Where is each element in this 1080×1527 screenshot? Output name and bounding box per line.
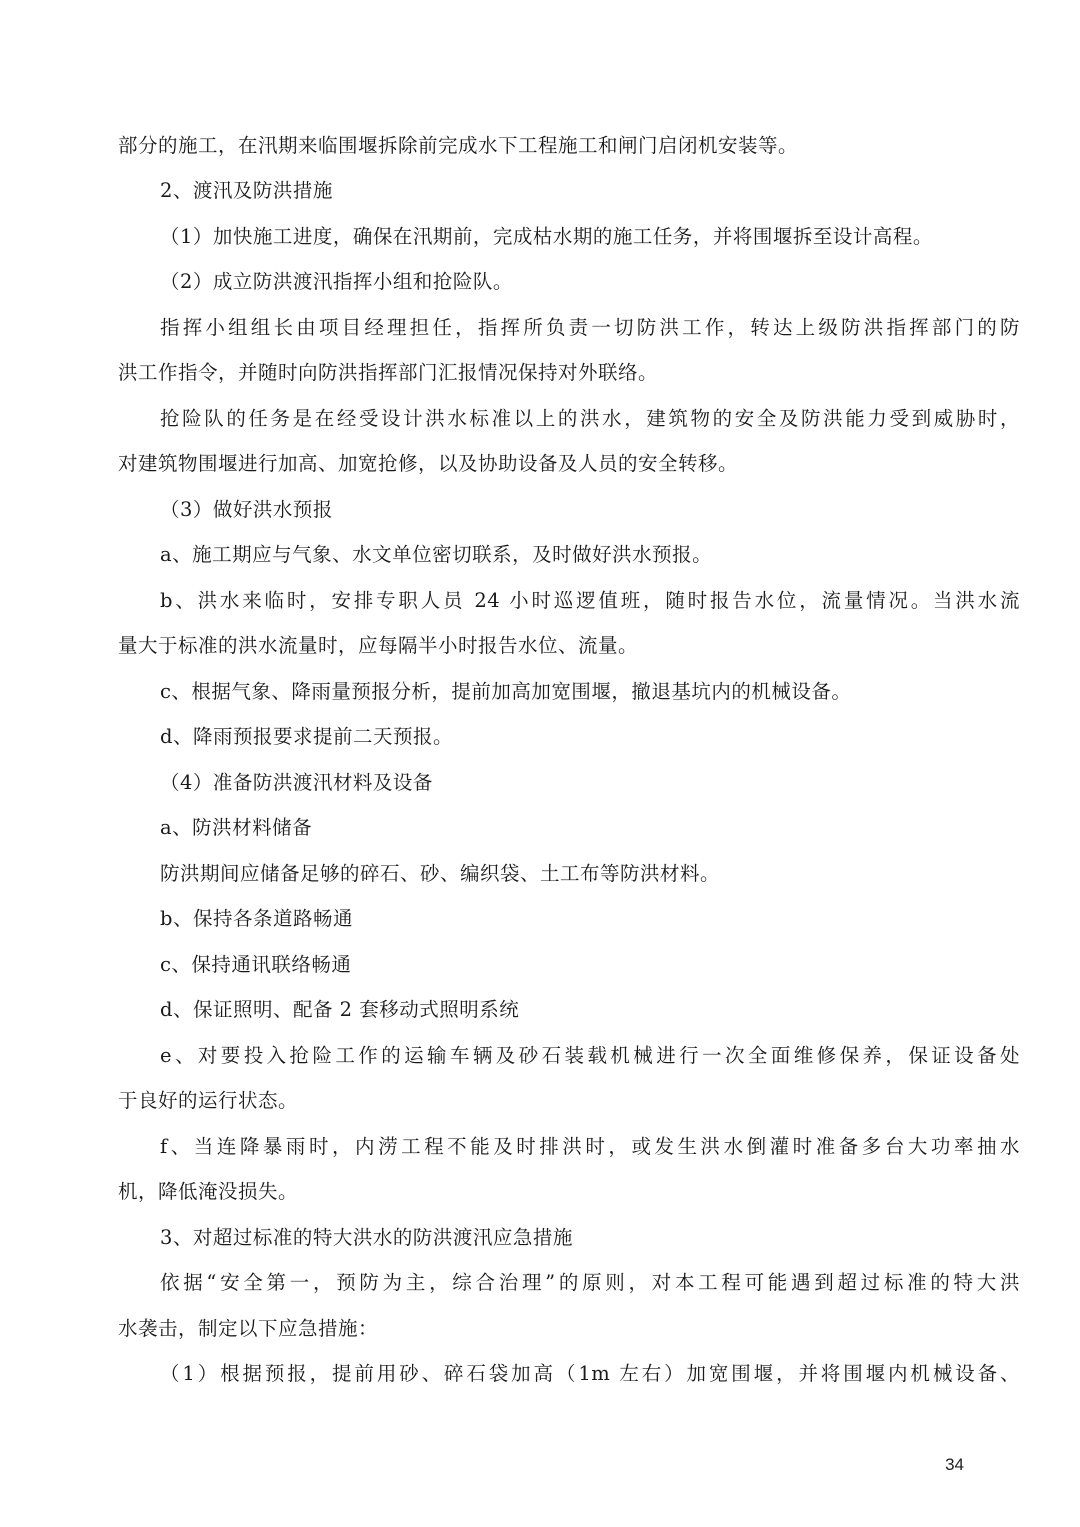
- page-number: 34: [945, 1455, 964, 1474]
- text-line: 部分的施工，在汛期来临围堰拆除前完成水下工程施工和闸门启闭机安装等。: [118, 134, 799, 157]
- section-heading: 2、渡汛及防洪措施: [160, 179, 333, 202]
- section-heading: 3、对超过标准的特大洪水的防洪渡汛应急措施: [160, 1226, 573, 1249]
- subsection-heading: （2）成立防洪渡汛指挥小组和抢险队。: [160, 270, 513, 293]
- text-line: a、施工期应与气象、水文单位密切联系，及时做好洪水预报。: [160, 543, 713, 566]
- text-line: d、保证照明、配备 2 套移动式照明系统: [160, 998, 520, 1021]
- text-line: 水袭击，制定以下应急措施：: [118, 1317, 379, 1340]
- text-line: （1）加快施工进度，确保在汛期前，完成枯水期的施工任务，并将围堰拆至设计高程。: [160, 225, 933, 248]
- text-line: 依据“安全第一，预防为主，综合治理”的原则，对本工程可能遇到超过标准的特大洪: [160, 1271, 1020, 1294]
- text-line: 对建筑物围堰进行加高、加宽抢修，以及协助设备及人员的安全转移。: [118, 452, 739, 475]
- text-line: 抢险队的任务是在经受设计洪水标准以上的洪水，建筑物的安全及防洪能力受到威胁时，: [160, 407, 1020, 430]
- text-line: d、降雨预报要求提前二天预报。: [160, 725, 453, 748]
- text-line: a、防洪材料储备: [160, 816, 313, 839]
- text-line: c、保持通讯联络畅通: [160, 953, 352, 976]
- text-line: 于良好的运行状态。: [118, 1089, 299, 1112]
- text-line: 指挥小组组长由项目经理担任，指挥所负责一切防洪工作，转达上级防洪指挥部门的防: [160, 316, 1020, 339]
- text-line: b、洪水来临时，安排专职人员 24 小时巡逻值班，随时报告水位，流量情况。当洪水流: [160, 589, 1020, 612]
- text-line: c、根据气象、降雨量预报分析，提前加高加宽围堰，撤退基坑内的机械设备。: [160, 680, 852, 703]
- text-line: b、保持各条道路畅通: [160, 907, 353, 930]
- text-line: 量大于标准的洪水流量时，应每隔半小时报告水位、流量。: [118, 634, 639, 657]
- text-line: 机，降低淹没损失。: [118, 1180, 299, 1203]
- text-line: （1）根据预报，提前用砂、碎石袋加高（1m 左右）加宽围堰，并将围堰内机械设备、: [160, 1362, 1020, 1385]
- subsection-heading: （4）准备防洪渡汛材料及设备: [160, 771, 433, 794]
- text-line: e、对要投入抢险工作的运输车辆及砂石装载机械进行一次全面维修保养，保证设备处: [160, 1044, 1020, 1067]
- text-line: 洪工作指令，并随时向防洪指挥部门汇报情况保持对外联络。: [118, 361, 659, 384]
- text-line: 防洪期间应储备足够的碎石、砂、编织袋、土工布等防洪材料。: [160, 862, 721, 885]
- subsection-heading: （3）做好洪水预报: [160, 498, 333, 521]
- text-line: f、当连降暴雨时，内涝工程不能及时排洪时，或发生洪水倒灌时准备多台大功率抽水: [160, 1135, 1020, 1158]
